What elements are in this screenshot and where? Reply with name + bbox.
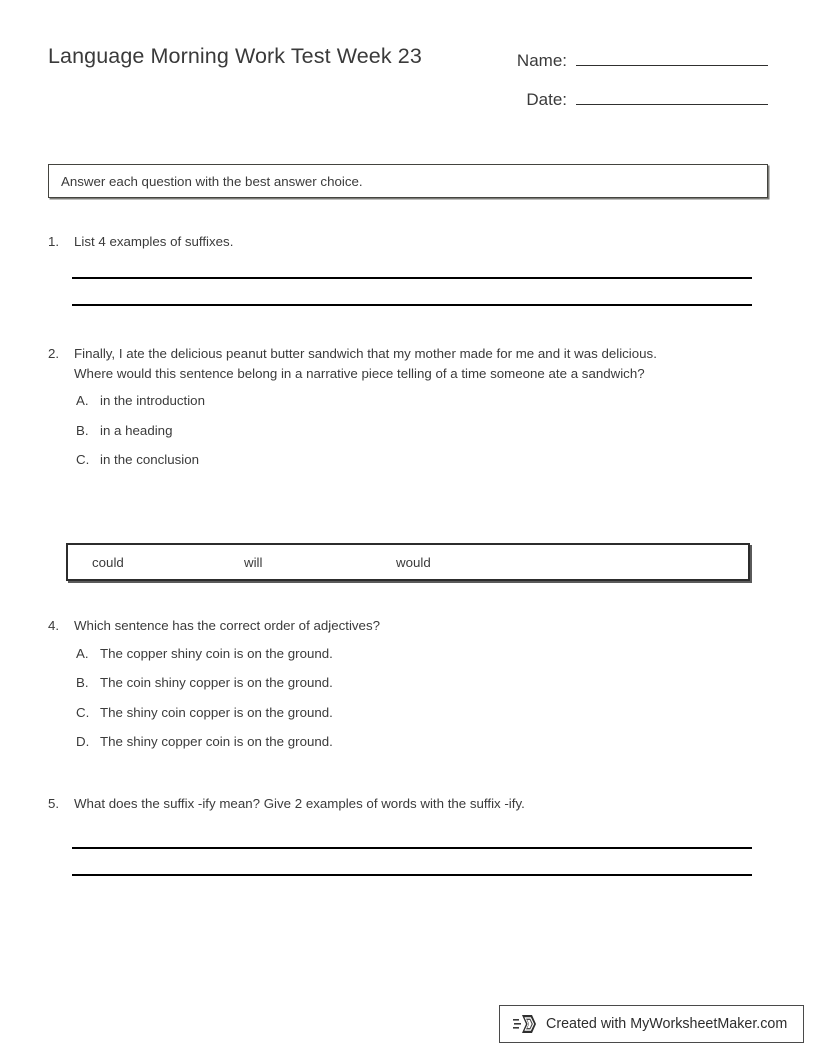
answer-line[interactable]: [72, 252, 752, 279]
choice-a-text: in the introduction: [100, 393, 205, 408]
question-1-text: List 4 examples of suffixes.: [74, 234, 234, 249]
word-bank-word-2[interactable]: will: [244, 554, 263, 570]
question-5-answer-area[interactable]: [72, 822, 752, 876]
date-label: Date:: [526, 90, 567, 109]
footer-badge[interactable]: [499, 1005, 804, 1043]
question-5-text: What does the suffix -ify mean? Give 2 examples of words with the suffix -ify.: [74, 796, 525, 811]
choice-b-letter: B.: [76, 422, 89, 438]
question-4-number: 4.: [48, 618, 60, 633]
answer-line[interactable]: [72, 849, 752, 876]
choice-a[interactable]: [76, 393, 768, 423]
choice-c-letter: C.: [76, 452, 90, 467]
question-2-number: 2.: [48, 346, 60, 361]
question-4-head: [48, 616, 768, 636]
question-2-head: [48, 344, 768, 383]
question-4-choices: [48, 646, 768, 764]
question-2-choices: [48, 393, 768, 482]
question-2: [48, 344, 768, 482]
question-1-number: 1.: [48, 234, 60, 249]
choice-b-text: The coin shiny copper is on the ground.: [100, 675, 333, 690]
choice-c-letter: C.: [76, 704, 90, 720]
worksheet-header: [0, 44, 816, 124]
directions-box: [48, 164, 768, 198]
question-1: [48, 232, 768, 252]
page-title: Language Morning Work Test Week 23: [48, 44, 422, 68]
question-4-text: Which sentence has the correct order of adjectives?: [74, 618, 380, 633]
choice-c-text: in the conclusion: [100, 452, 200, 467]
choice-a-letter: A.: [76, 645, 89, 661]
name-input[interactable]: [576, 48, 768, 66]
choice-a-text: The copper shiny coin is on the ground.: [100, 645, 333, 661]
question-5-head: [48, 794, 768, 814]
word-bank-box: [66, 543, 750, 581]
choice-a[interactable]: [76, 646, 768, 676]
choice-b[interactable]: [76, 675, 768, 705]
choice-d-text: The shiny copper coin is on the ground.: [100, 734, 333, 749]
question-1-answer-area[interactable]: [72, 252, 752, 306]
choice-c-text: The shiny coin copper is on the ground.: [100, 704, 333, 720]
worksheet-maker-logo-icon: [513, 1012, 539, 1036]
choice-c[interactable]: [76, 705, 768, 735]
directions-text: Answer each question with the best answer choice.: [61, 173, 363, 189]
choice-a-letter: A.: [76, 393, 89, 408]
question-5: [48, 794, 768, 814]
name-field-row: [460, 48, 768, 71]
choice-d-letter: D.: [76, 734, 90, 749]
footer-text: Created with MyWorksheetMaker.com: [546, 1016, 788, 1032]
choice-b[interactable]: [76, 423, 768, 453]
question-2-text: [74, 344, 768, 383]
question-5-number: 5.: [48, 796, 60, 811]
question-4: [48, 616, 768, 764]
question-2-text-line1: Finally, I ate the delicious peanut butter sandwich that my mother made for me and it was delicious.: [74, 346, 657, 361]
word-bank-word-3[interactable]: would: [396, 554, 431, 570]
date-field-row: [460, 87, 768, 110]
name-label: Name:: [516, 51, 567, 70]
choice-d[interactable]: [76, 734, 768, 764]
question-1-head: [48, 232, 768, 252]
question-2-text-line2: Where would this sentence belong in a narrative piece telling of a time someone ate a sandwich?: [74, 365, 645, 381]
answer-line[interactable]: [72, 822, 752, 849]
choice-b-letter: B.: [76, 675, 89, 690]
word-bank-words: [68, 555, 748, 570]
answer-line[interactable]: [72, 279, 752, 306]
date-input[interactable]: [576, 87, 768, 105]
word-bank-word-1[interactable]: could: [92, 554, 124, 570]
choice-b-text: in a heading: [100, 422, 173, 438]
choice-c[interactable]: [76, 452, 768, 482]
